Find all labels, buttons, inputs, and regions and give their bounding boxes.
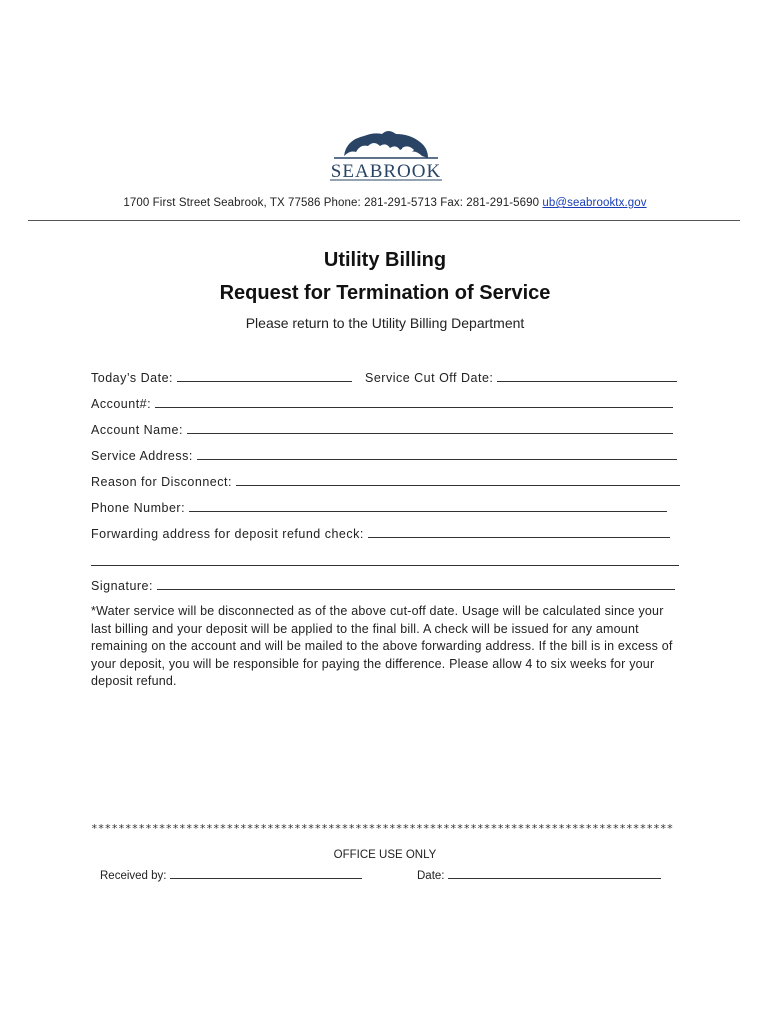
reason-disconnect-blank[interactable] bbox=[236, 474, 680, 486]
service-address-blank[interactable] bbox=[197, 448, 677, 460]
office-date-field[interactable] bbox=[417, 867, 661, 882]
page-subtitle-heading: Request for Termination of Service bbox=[219, 282, 551, 304]
service-address-field[interactable] bbox=[91, 448, 677, 463]
received-by-blank[interactable] bbox=[170, 867, 362, 879]
todays-date-field[interactable] bbox=[91, 370, 352, 385]
office-date-label: Date: bbox=[417, 870, 445, 882]
header-divider bbox=[28, 220, 740, 221]
signature-label: Signature: bbox=[91, 579, 153, 593]
forwarding-address-field[interactable] bbox=[91, 526, 670, 541]
forwarding-address-line-2[interactable] bbox=[91, 565, 679, 566]
phone-number-label: Phone Number: bbox=[91, 501, 186, 515]
reason-disconnect-label: Reason for Disconnect: bbox=[91, 475, 232, 489]
cut-off-date-blank[interactable] bbox=[497, 370, 677, 382]
phone-number-blank[interactable] bbox=[189, 500, 667, 512]
seabrook-logo-graphic bbox=[326, 126, 446, 184]
cut-off-date-field[interactable] bbox=[365, 370, 677, 385]
account-number-blank[interactable] bbox=[155, 396, 673, 408]
return-instructions: Please return to the Utility Billing Department bbox=[245, 315, 525, 331]
email-link[interactable]: ub@seabrooktx.gov bbox=[542, 197, 647, 209]
todays-date-label: Today’s Date: bbox=[91, 371, 174, 385]
received-by-field[interactable] bbox=[100, 867, 362, 882]
seabrook-logo bbox=[326, 126, 446, 184]
signature-field[interactable] bbox=[91, 578, 675, 593]
forwarding-address-label: Forwarding address for deposit refund check: bbox=[91, 527, 364, 541]
reason-disconnect-field[interactable] bbox=[91, 474, 680, 489]
contact-line bbox=[0, 197, 770, 209]
account-number-field[interactable] bbox=[91, 396, 673, 411]
todays-date-blank[interactable] bbox=[177, 370, 352, 382]
svg-text:SEABROOK: SEABROOK bbox=[330, 161, 442, 182]
phone-number-field[interactable] bbox=[91, 500, 667, 515]
account-name-field[interactable] bbox=[91, 422, 673, 437]
separator-stars: ************************************************************************************** bbox=[91, 822, 674, 835]
office-use-heading: OFFICE USE ONLY bbox=[333, 849, 437, 861]
service-address-label: Service Address: bbox=[91, 449, 193, 463]
received-by-label: Received by: bbox=[100, 870, 167, 882]
forwarding-address-blank[interactable] bbox=[368, 526, 670, 538]
disconnection-note: *Water service will be disconnected as of the above cut-off date. Usage will be calculated since your last billing and your deposit will be applied to the final bill. A check will be issued for any amount remaining on the account and will be mailed to the above forwarding address. If the bill is in excess of your deposit, you will be responsible for paying the difference. Please allow 4 to six weeks for your deposit refund. bbox=[91, 604, 673, 688]
account-name-blank[interactable] bbox=[187, 422, 673, 434]
page-title: Utility Billing bbox=[323, 249, 447, 271]
account-name-label: Account Name: bbox=[91, 423, 183, 437]
signature-blank[interactable] bbox=[157, 578, 675, 590]
office-date-blank[interactable] bbox=[448, 867, 661, 879]
account-number-label: Account#: bbox=[91, 397, 152, 411]
cut-off-date-label: Service Cut Off Date: bbox=[365, 371, 494, 385]
contact-text: 1700 First Street Seabrook, TX 77586 Phone: 281-291-5713 Fax: 281-291-5690 bbox=[123, 197, 543, 209]
